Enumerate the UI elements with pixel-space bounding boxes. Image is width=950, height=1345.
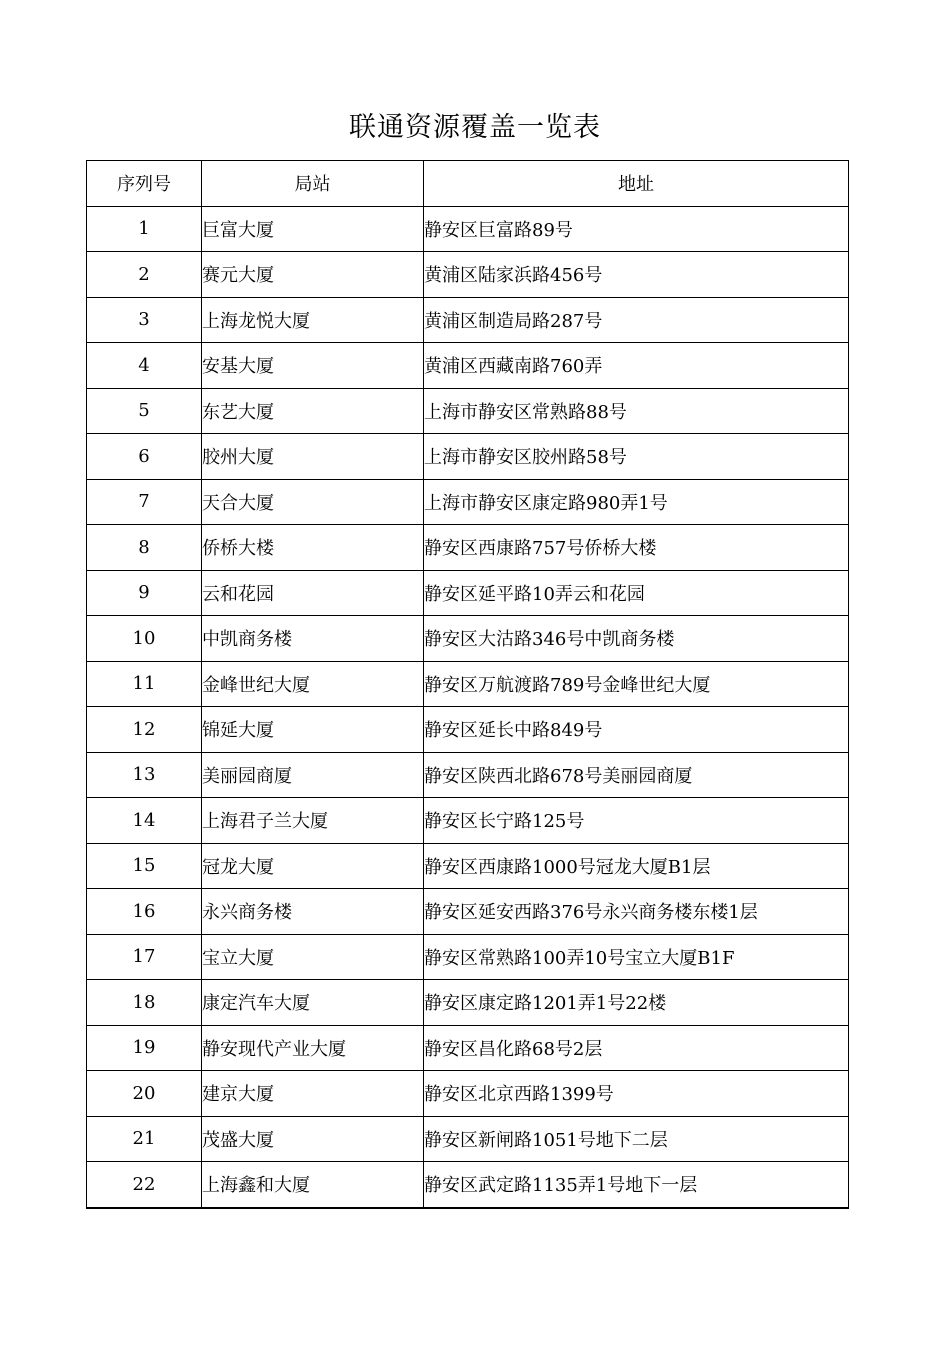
row-address: 静安区万航渡路789号金峰世纪大厦 — [424, 661, 849, 707]
row-station: 上海鑫和大厦 — [202, 1162, 424, 1208]
table-row — [87, 525, 849, 571]
row-station: 美丽园商厦 — [202, 752, 424, 798]
row-station: 中凯商务楼 — [202, 616, 424, 662]
row-address: 静安区北京西路1399号 — [424, 1071, 849, 1117]
row-address: 静安区陕西北路678号美丽园商厦 — [424, 752, 849, 798]
row-seq: 19 — [87, 1025, 202, 1071]
table-row — [87, 1071, 849, 1117]
row-address: 静安区新闸路1051号地下二层 — [424, 1116, 849, 1162]
row-station: 上海君子兰大厦 — [202, 798, 424, 844]
row-address: 静安区武定路1135弄1号地下一层 — [424, 1162, 849, 1208]
row-station: 静安现代产业大厦 — [202, 1025, 424, 1071]
row-station: 冠龙大厦 — [202, 843, 424, 889]
row-address: 上海市静安区康定路980弄1号 — [424, 479, 849, 525]
row-seq: 6 — [87, 434, 202, 480]
row-address: 静安区康定路1201弄1号22楼 — [424, 980, 849, 1026]
table-row — [87, 843, 849, 889]
table-row — [87, 570, 849, 616]
row-seq: 21 — [87, 1116, 202, 1162]
row-station: 锦延大厦 — [202, 707, 424, 753]
table-row — [87, 479, 849, 525]
coverage-table — [86, 160, 849, 1209]
row-station: 茂盛大厦 — [202, 1116, 424, 1162]
row-address: 静安区延平路10弄云和花园 — [424, 570, 849, 616]
table-header-row — [87, 161, 849, 207]
table-row — [87, 798, 849, 844]
row-address: 静安区西康路1000号冠龙大厦B1层 — [424, 843, 849, 889]
row-address: 静安区长宁路125号 — [424, 798, 849, 844]
row-address: 黄浦区制造局路287号 — [424, 297, 849, 343]
header-address: 地址 — [424, 161, 849, 207]
row-address: 静安区常熟路100弄10号宝立大厦B1F — [424, 934, 849, 980]
row-seq: 12 — [87, 707, 202, 753]
table-row — [87, 616, 849, 662]
table-row — [87, 343, 849, 389]
table-row — [87, 752, 849, 798]
row-seq: 18 — [87, 980, 202, 1026]
row-seq: 16 — [87, 889, 202, 935]
row-seq: 7 — [87, 479, 202, 525]
row-station: 东艺大厦 — [202, 388, 424, 434]
row-seq: 11 — [87, 661, 202, 707]
table-row — [87, 388, 849, 434]
table-row — [87, 206, 849, 252]
row-seq: 5 — [87, 388, 202, 434]
row-station: 赛元大厦 — [202, 252, 424, 298]
table-row — [87, 434, 849, 480]
row-address: 静安区昌化路68号2层 — [424, 1025, 849, 1071]
row-station: 侨桥大楼 — [202, 525, 424, 571]
row-station: 康定汽车大厦 — [202, 980, 424, 1026]
row-address: 静安区大沽路346号中凯商务楼 — [424, 616, 849, 662]
row-station: 巨富大厦 — [202, 206, 424, 252]
table-row — [87, 889, 849, 935]
table-row — [87, 252, 849, 298]
table-row — [87, 1162, 849, 1208]
row-station: 宝立大厦 — [202, 934, 424, 980]
table-body — [87, 161, 849, 1208]
row-seq: 15 — [87, 843, 202, 889]
row-address: 上海市静安区胶州路58号 — [424, 434, 849, 480]
table-row — [87, 297, 849, 343]
header-seq: 序列号 — [87, 161, 202, 207]
row-address: 黄浦区陆家浜路456号 — [424, 252, 849, 298]
row-station: 天合大厦 — [202, 479, 424, 525]
document-title: 联通资源覆盖一览表 — [349, 112, 601, 143]
table-row — [87, 707, 849, 753]
row-seq: 14 — [87, 798, 202, 844]
row-station: 金峰世纪大厦 — [202, 661, 424, 707]
table-row — [87, 980, 849, 1026]
row-seq: 10 — [87, 616, 202, 662]
table-row — [87, 934, 849, 980]
row-seq: 17 — [87, 934, 202, 980]
row-address: 静安区延长中路849号 — [424, 707, 849, 753]
row-seq: 8 — [87, 525, 202, 571]
row-station: 胶州大厦 — [202, 434, 424, 480]
row-seq: 20 — [87, 1071, 202, 1117]
row-station: 建京大厦 — [202, 1071, 424, 1117]
row-seq: 3 — [87, 297, 202, 343]
row-station: 上海龙悦大厦 — [202, 297, 424, 343]
row-seq: 4 — [87, 343, 202, 389]
table-row — [87, 1116, 849, 1162]
row-seq: 13 — [87, 752, 202, 798]
row-seq: 2 — [87, 252, 202, 298]
row-station: 云和花园 — [202, 570, 424, 616]
row-address: 上海市静安区常熟路88号 — [424, 388, 849, 434]
row-address: 静安区延安西路376号永兴商务楼东楼1层 — [424, 889, 849, 935]
row-station: 永兴商务楼 — [202, 889, 424, 935]
row-seq: 9 — [87, 570, 202, 616]
row-seq: 1 — [87, 206, 202, 252]
row-address: 黄浦区西藏南路760弄 — [424, 343, 849, 389]
table-row — [87, 661, 849, 707]
header-station: 局站 — [202, 161, 424, 207]
row-seq: 22 — [87, 1162, 202, 1208]
table-row — [87, 1025, 849, 1071]
row-address: 静安区西康路757号侨桥大楼 — [424, 525, 849, 571]
row-address: 静安区巨富路89号 — [424, 206, 849, 252]
row-station: 安基大厦 — [202, 343, 424, 389]
